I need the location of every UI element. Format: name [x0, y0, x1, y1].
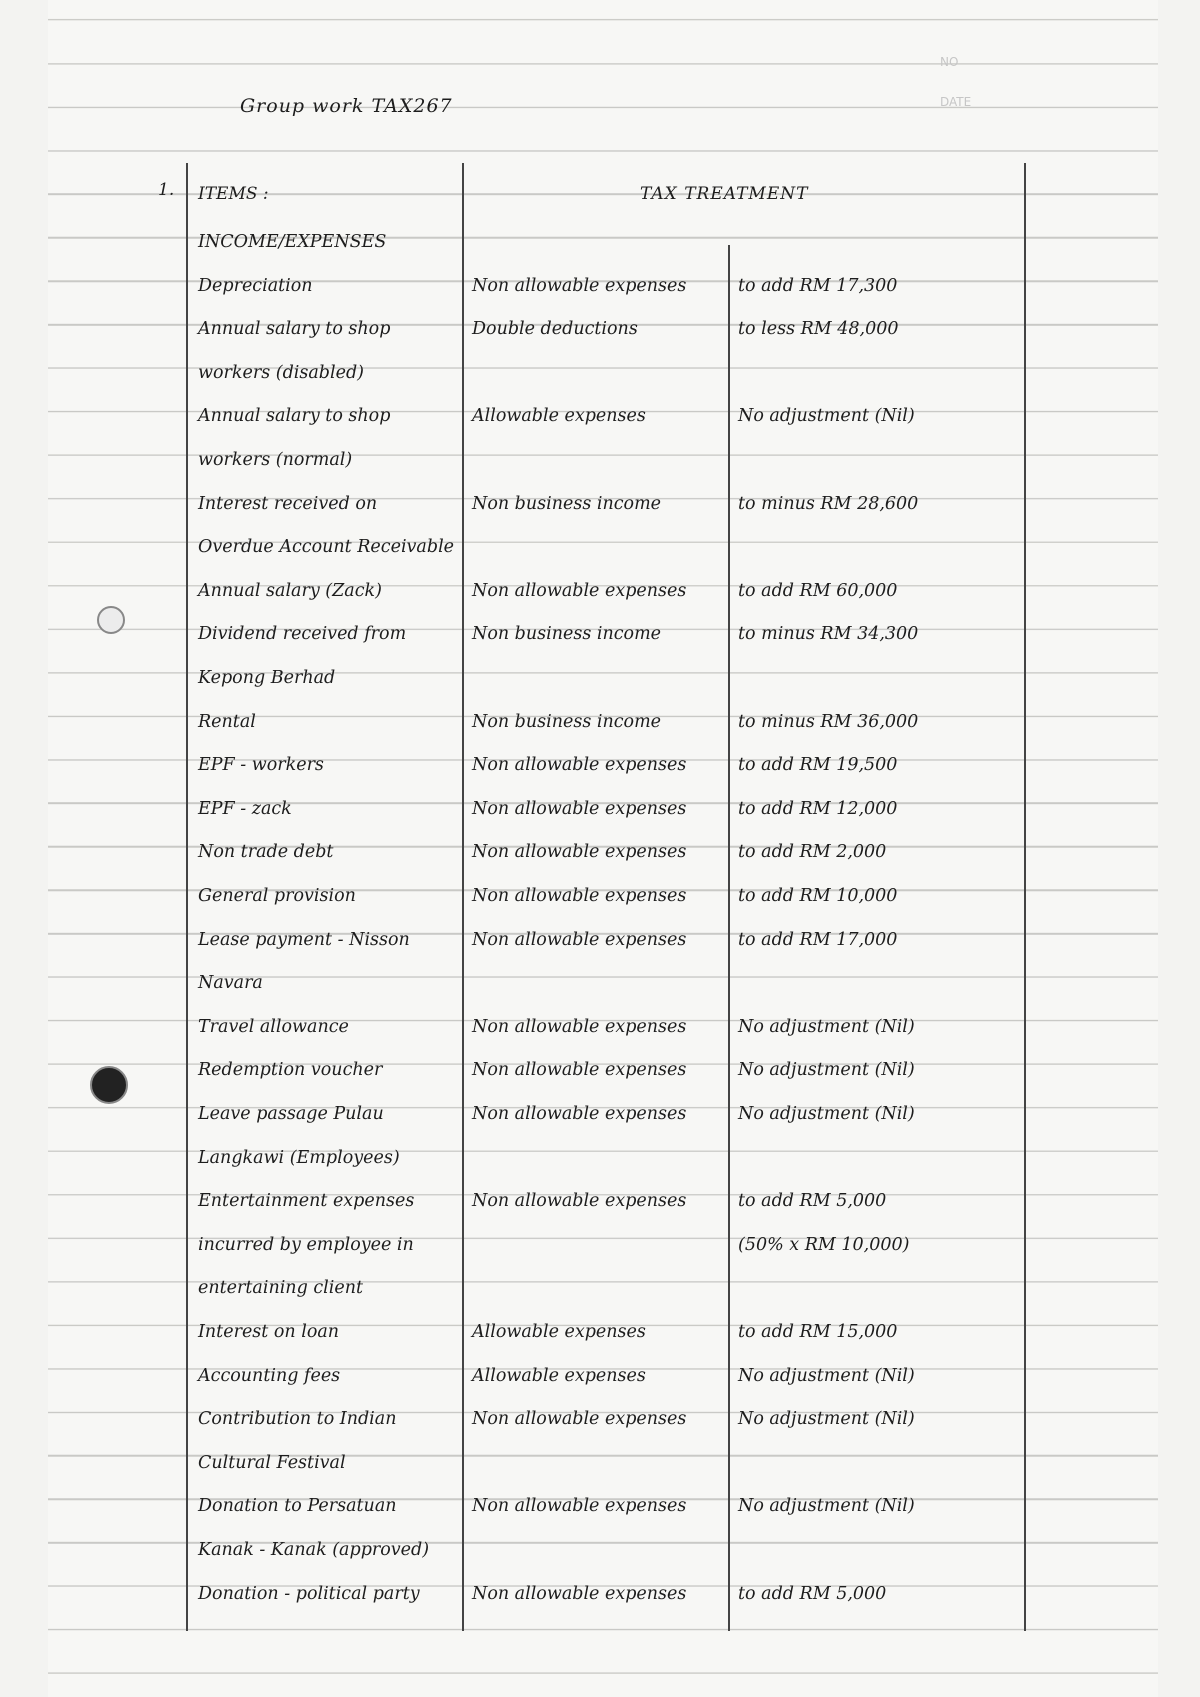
table-row: [0, 1532, 1100, 1572]
adjustment-cell: to add RM 2,000: [738, 842, 887, 863]
item-cell: General provision: [198, 886, 356, 906]
treatment-cell: Non business income: [472, 711, 662, 732]
item-cell: Contribution to Indian: [198, 1409, 397, 1430]
table-row: [0, 1270, 1100, 1310]
treatment-cell: Non allowable expenses: [472, 1104, 687, 1124]
adjustment-cell: to add RM 5,000: [738, 1191, 887, 1212]
table-row: [0, 1358, 1100, 1398]
table-row: [0, 834, 1100, 874]
table-row: [0, 355, 1100, 395]
item-cell: Accounting fees: [198, 1365, 341, 1386]
treatment-cell: Non business income: [472, 624, 662, 645]
item-cell: workers (disabled): [198, 362, 364, 383]
item-cell: Overdue Account Receivable: [198, 537, 455, 558]
table-row: [0, 704, 1100, 744]
item-cell: Entertainment expenses: [198, 1191, 415, 1212]
page-corner-mark: NO: [940, 55, 959, 69]
adjustment-cell: to minus RM 34,300: [738, 624, 919, 645]
item-cell: Langkawi (Employees): [198, 1147, 400, 1168]
adjustment-cell: to less RM 48,000: [738, 319, 899, 340]
item-cell: EPF - zack: [198, 798, 292, 819]
adjustment-cell: No adjustment (Nil): [738, 1060, 915, 1081]
question-number: 1.: [158, 180, 175, 200]
adjustment-cell: to minus RM 36,000: [738, 711, 919, 732]
item-cell: Leave passage Pulau: [198, 1104, 384, 1124]
table-row: [0, 442, 1100, 482]
item-cell: incurred by employee in: [198, 1234, 414, 1255]
treatment-cell: Non business income: [472, 493, 662, 514]
page-corner-mark-date: DATE: [940, 95, 972, 109]
adjustment-cell: to add RM 60,000: [738, 580, 898, 601]
table-row: [0, 1227, 1100, 1267]
table-row: [0, 1052, 1100, 1092]
table-row: [0, 398, 1100, 438]
treatment-cell: Allowable expenses: [472, 406, 646, 427]
treatment-cell: Non allowable expenses: [472, 275, 687, 296]
adjustment-cell: to add RM 15,000: [738, 1322, 898, 1342]
item-cell: Travel allowance: [198, 1016, 349, 1037]
page-title: Group work TAX267: [240, 95, 453, 117]
table-row: [0, 1183, 1100, 1223]
table-row: [0, 529, 1100, 569]
table-row: [0, 1445, 1100, 1485]
treatment-cell: Non allowable expenses: [472, 580, 687, 601]
adjustment-cell: to add RM 17,000: [738, 929, 898, 950]
adjustment-cell: to add RM 10,000: [738, 886, 898, 906]
table-row: [0, 1314, 1100, 1354]
adjustment-cell: to add RM 19,500: [738, 755, 898, 776]
table-row: [0, 1096, 1100, 1136]
table-row: [0, 965, 1100, 1005]
adjustment-cell: No adjustment (Nil): [738, 1016, 915, 1037]
treatment-cell: Non allowable expenses: [472, 1496, 687, 1517]
item-cell: Dividend received from: [198, 624, 407, 645]
item-cell: Interest on loan: [198, 1322, 340, 1342]
item-cell: entertaining client: [198, 1278, 364, 1299]
table-row: [0, 1401, 1100, 1441]
treatment-cell: Double deductions: [472, 319, 638, 340]
item-cell: Rental: [198, 711, 256, 732]
adjustment-cell: to minus RM 28,600: [738, 493, 919, 514]
table-row: [0, 747, 1100, 787]
adjustment-cell: (50% x RM 10,000): [738, 1234, 910, 1255]
table-row: [0, 268, 1100, 308]
binder-hole: [90, 1066, 128, 1104]
table-row: [0, 486, 1100, 526]
item-cell: Kepong Berhad: [198, 668, 336, 688]
item-cell: Non trade debt: [198, 842, 334, 863]
item-cell: Donation - political party: [198, 1583, 420, 1604]
table-row: [0, 224, 1100, 264]
adjustment-cell: to add RM 12,000: [738, 798, 898, 819]
treatment-cell: Allowable expenses: [472, 1322, 646, 1342]
treatment-cell: Allowable expenses: [472, 1365, 646, 1386]
table-row: [0, 791, 1100, 831]
item-cell: Cultural Festival: [198, 1452, 346, 1473]
item-cell: Lease payment - Nisson: [198, 929, 410, 950]
item-cell: Depreciation: [198, 275, 313, 296]
item-cell: Kanak - Kanak (approved): [198, 1540, 430, 1560]
item-cell: workers (normal): [198, 450, 353, 470]
treatment-cell: Non allowable expenses: [472, 755, 687, 776]
table-row: [0, 660, 1100, 700]
treatment-cell: Non allowable expenses: [472, 929, 687, 950]
treatment-cell: Non allowable expenses: [472, 886, 687, 906]
item-cell: Navara: [198, 973, 263, 994]
item-cell: Annual salary to shop: [198, 406, 391, 427]
treatment-cell: Non allowable expenses: [472, 842, 687, 863]
adjustment-cell: to add RM 5,000: [738, 1583, 887, 1604]
treatment-cell: Non allowable expenses: [472, 1409, 687, 1430]
adjustment-cell: No adjustment (Nil): [738, 1365, 915, 1386]
column-header-tax-treatment: TAX TREATMENT: [640, 184, 809, 204]
item-cell: Interest received on: [198, 493, 378, 514]
item-cell: INCOME/EXPENSES: [198, 232, 387, 252]
treatment-cell: Non allowable expenses: [472, 1016, 687, 1037]
table-row: [0, 1488, 1100, 1528]
table-row: [0, 616, 1100, 656]
adjustment-cell: No adjustment (Nil): [738, 1104, 915, 1124]
item-cell: Annual salary (Zack): [198, 580, 382, 601]
table-row: [0, 1009, 1100, 1049]
item-cell: EPF - workers: [198, 755, 324, 776]
item-cell: Annual salary to shop: [198, 319, 391, 340]
column-header-items: ITEMS :: [198, 184, 269, 204]
table-row: [0, 1576, 1100, 1616]
table-row: [0, 922, 1100, 962]
table-row: [0, 878, 1100, 918]
item-cell: Donation to Persatuan: [198, 1496, 397, 1517]
treatment-cell: Non allowable expenses: [472, 1060, 687, 1081]
adjustment-cell: No adjustment (Nil): [738, 406, 915, 427]
binder-hole: [97, 606, 125, 634]
item-cell: Redemption voucher: [198, 1060, 383, 1081]
adjustment-cell: No adjustment (Nil): [738, 1409, 915, 1430]
treatment-cell: Non allowable expenses: [472, 1583, 687, 1604]
table-row: [0, 311, 1100, 351]
adjustment-cell: No adjustment (Nil): [738, 1496, 915, 1517]
treatment-cell: Non allowable expenses: [472, 1191, 687, 1212]
table-row: [0, 1140, 1100, 1180]
adjustment-cell: to add RM 17,300: [738, 275, 898, 296]
treatment-cell: Non allowable expenses: [472, 798, 687, 819]
table-row: [0, 573, 1100, 613]
